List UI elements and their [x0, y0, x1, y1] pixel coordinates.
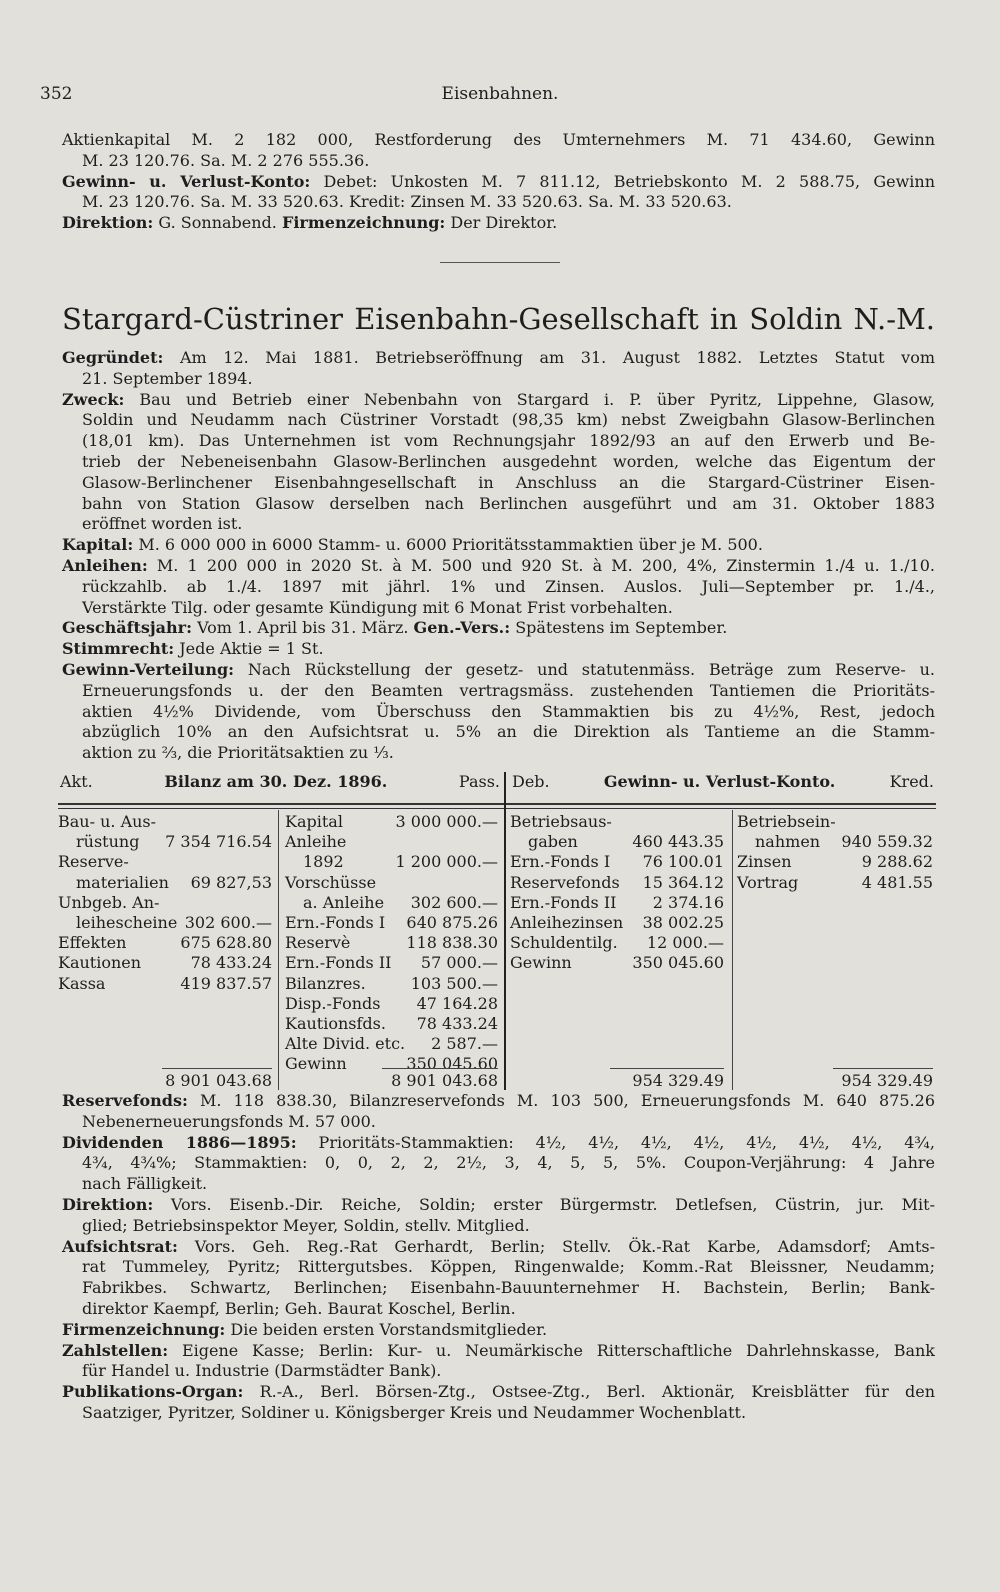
entry-label: Stimmrecht: [62, 639, 175, 659]
row-label: Ern.-Fonds II [510, 892, 617, 912]
company-officers [62, 1090, 935, 1423]
table-row [58, 852, 272, 872]
row-value: 419 837.57 [180, 973, 272, 993]
page-number: 352 [40, 84, 73, 104]
debet-total: 954 329.49 [610, 1068, 724, 1090]
table-row [285, 812, 498, 832]
text-line [82, 410, 935, 431]
table-row [510, 913, 724, 933]
entry-text: M. 6 000 000 in 6000 Stamm- u. 6000 Prioritätsstammaktien über je M. 500. [133, 535, 763, 555]
entry-text: rückzahlb. ab 1./4. 1897 mit jährl. 1% und Zinsen. Auslos. Juli—September pr. 1./4., [82, 576, 935, 596]
row-label: Kapital [285, 812, 343, 831]
entry-text: bahn von Station Glasow derselben nach Berlinchen ausgeführt und am 31. Oktober 1883 [82, 493, 935, 513]
running-head: Eisenbahnen. [441, 84, 559, 104]
text-line [82, 743, 935, 764]
row-value: 2 587.— [431, 1034, 498, 1054]
table-row [58, 873, 272, 893]
entry-text: Prioritäts-Stammaktien: 4½, 4½, 4½, 4½, 4½, 4½, 4½, 4¾, [296, 1132, 935, 1152]
text-line [82, 431, 935, 452]
table-row [510, 852, 724, 872]
text-line [82, 514, 935, 535]
row-label: materialien [76, 872, 169, 892]
debet-label: Deb. [512, 772, 550, 791]
entry-text: Jede Aktie = 1 St. [174, 639, 324, 659]
entry-label: Aufsichtsrat: [62, 1236, 178, 1256]
entry-label: Zweck: [62, 389, 125, 409]
text-line [62, 660, 935, 681]
text-line [62, 639, 935, 660]
entry-text: Vom 1. April bis 31. März. [192, 618, 414, 638]
row-label: nahmen [755, 832, 821, 852]
text-line [62, 1319, 935, 1340]
row-label: Zinsen [737, 852, 792, 872]
row-value: 4 481.55 [861, 872, 933, 892]
entry-text: Bau und Betrieb einer Nebenbahn von Stargard i. P. über Pyritz, Lippehne, Glasow, [124, 389, 935, 409]
row-label: Anleihe [285, 832, 347, 852]
table-row [510, 832, 724, 852]
row-value: 7 354 716.54 [165, 832, 272, 852]
row-value: 103 500.— [410, 973, 498, 993]
kredit-column [737, 812, 933, 893]
table-row [58, 812, 272, 832]
entry-text: Eigene Kasse; Berlin: Kur- u. Neumärkische Ritterschaftliche Dahrlehnskasse, Bank [168, 1340, 935, 1360]
text-line [82, 702, 935, 723]
entry-text: für Handel u. Industrie (Darmstädter Bank). [82, 1361, 442, 1381]
table-row [58, 953, 272, 973]
entry-text: rat Tummeley, Pyritz; Rittergutsbes. Köppen, Ringenwalde; Komm.-Rat Bleissner, Neudamm; [82, 1257, 935, 1277]
row-label: Reservefonds [510, 872, 620, 892]
text-line [62, 618, 935, 639]
row-label: Betriebsein- [737, 812, 836, 831]
row-value: 12 000.— [646, 933, 724, 953]
table-row [737, 852, 933, 872]
row-value: 302 600.— [410, 892, 498, 912]
entry-text: G. Sonnabend. [153, 213, 282, 233]
text-line [82, 722, 935, 743]
entry-text: M. 23 120.76. Sa. M. 2 276 555.36. [82, 150, 370, 170]
text-line [82, 1111, 935, 1132]
text-line [82, 1298, 935, 1319]
text-line [82, 598, 935, 619]
row-value: 57 000.— [420, 953, 498, 973]
company-title: Stargard-Cüstriner Eisenbahn-Gesellschaft in Soldin N.-M. [62, 302, 935, 336]
passiva-total: 8 901 043.68 [382, 1068, 498, 1090]
text-line [62, 213, 935, 234]
row-label: Disp.-Fonds [285, 993, 381, 1013]
entry-text: Der Direktor. [445, 213, 558, 233]
row-value: 118 838.30 [406, 933, 498, 953]
bilanz-header [60, 772, 500, 791]
row-label: Betriebsaus- [510, 812, 612, 831]
row-value: 2 374.16 [652, 892, 724, 912]
text-line [82, 577, 935, 598]
entry-label: Gegründet: [62, 348, 164, 367]
table-row [285, 933, 498, 953]
row-label: Kassa [58, 973, 106, 993]
top-block [62, 130, 935, 234]
bilanz-title: Bilanz am 30. Dez. 1896. [164, 772, 388, 791]
table-row [285, 1014, 498, 1034]
kredit-label: Kred. [889, 772, 934, 791]
text-line [62, 535, 935, 556]
table-row [58, 913, 272, 933]
gv-divider [732, 810, 733, 1090]
section-divider [440, 262, 560, 263]
row-value: 302 600.— [184, 912, 272, 932]
entry-text: M. 23 120.76. Sa. M. 33 520.63. Kredit: Zinsen M. 33 520.63. Sa. M. 33 520.63. [82, 192, 732, 212]
debet-column [510, 812, 724, 974]
entry-text: Nebenerneuerungsfonds M. 57 000. [82, 1111, 376, 1131]
row-value: 675 628.80 [180, 933, 272, 953]
table-row [510, 933, 724, 953]
row-label: gaben [528, 832, 578, 852]
text-line [82, 1277, 935, 1298]
entry-label: Anleihen: [62, 555, 148, 575]
row-value: 350 045.60 [406, 1054, 498, 1074]
table-row [285, 1034, 498, 1054]
table-row [285, 893, 498, 913]
entry-text: Verstärkte Tilg. oder gesamte Kündigung mit 6 Monat Frist vorbehalten. [82, 597, 673, 617]
text-line [82, 151, 935, 172]
entry-label: Direktion: [62, 213, 154, 233]
row-label: Unbgeb. An- [58, 892, 160, 912]
row-value: 38 002.25 [642, 912, 724, 932]
entry-text: trieb der Nebeneisenbahn Glasow-Berlinchen ausgedehnt worden, welche das Eigentum der [82, 451, 935, 471]
row-label: a. Anleihe [303, 892, 385, 912]
row-value: 1 200 000.— [395, 852, 498, 872]
row-label: Vorschüsse [285, 872, 377, 892]
text-line [82, 452, 935, 473]
row-value: 76 100.01 [642, 852, 724, 872]
tables-separator [504, 772, 506, 1090]
row-label: Bau- u. Aus- [58, 812, 157, 831]
entry-text: R.-A., Berl. Börsen-Ztg., Ostsee-Ztg., Berl. Aktionär, Kreisblätter für den [243, 1382, 935, 1402]
entry-text: Aktienkapital M. 2 182 000, Restforderung des Umternehmers M. 71 434.60, Gewinn [62, 130, 935, 149]
passiva-label: Pass. [458, 772, 500, 791]
text-line [82, 192, 935, 213]
row-label: rüstung [76, 832, 140, 852]
table-row [285, 852, 498, 872]
entry-text: abzüglich 10% an den Aufsichtsrat u. 5% an die Direktion als Tantieme an die Stamm- [82, 722, 935, 742]
passiva-column [285, 812, 498, 1074]
row-value: 15 364.12 [642, 872, 724, 892]
table-row [510, 953, 724, 973]
text-line [82, 473, 935, 494]
text-line [62, 556, 935, 577]
row-label: Reserve- [58, 852, 129, 872]
row-label: Vortrag [737, 872, 799, 892]
aktiva-total: 8 901 043.68 [162, 1068, 272, 1090]
entry-text: nach Fälligkeit. [82, 1174, 208, 1194]
text-line [82, 494, 935, 515]
text-line [82, 1215, 935, 1236]
company-details [62, 348, 935, 764]
table-row [285, 913, 498, 933]
entry-label: Firmenzeichnung: [281, 213, 446, 233]
entry-label: Zahlstellen: [62, 1340, 169, 1360]
table-row [285, 994, 498, 1014]
row-label: 1892 [303, 852, 344, 872]
row-label: Ern.-Fonds I [510, 852, 611, 872]
entry-text: Vors. Eisenb.-Dir. Reiche, Soldin; erster Bürgermstr. Detlefsen, Cüstrin, jur. Mit- [153, 1194, 935, 1214]
row-value: 640 875.26 [406, 912, 498, 932]
table-row [285, 832, 498, 852]
aktiva-column [58, 812, 272, 994]
text-line [82, 1152, 935, 1173]
table-row [285, 974, 498, 994]
entry-label: Reservefonds: [62, 1091, 188, 1110]
entry-text: Saatziger, Pyritzer, Soldiner u. Königsberger Kreis und Neudammer Wochenblatt. [82, 1402, 747, 1422]
bilanz-divider [278, 810, 279, 1090]
entry-text: glied; Betriebsinspektor Meyer, Soldin, stellv. Mitglied. [82, 1215, 530, 1235]
entry-text: Am 12. Mai 1881. Betriebseröffnung am 31. August 1882. Letztes Statut vom [163, 348, 935, 367]
text-line [62, 1194, 935, 1215]
row-label: Ern.-Fonds I [285, 912, 386, 932]
entry-text: 4¾, 4¾%; Stammaktien: 0, 0, 2, 2, 2½, 3, 4, 5, 5, 5%. Coupon-Verjährung: 4 Jahre [82, 1153, 935, 1173]
gv-header [512, 772, 934, 791]
text-line [82, 681, 935, 702]
entry-text: Die beiden ersten Vorstandsmitglieder. [225, 1319, 548, 1339]
entry-label: Gewinn- u. Verlust-Konto: [62, 171, 311, 191]
table-row [58, 832, 272, 852]
row-value: 78 433.24 [190, 953, 272, 973]
table-row [737, 832, 933, 852]
entry-text: Erneuerungsfonds u. der den Beamten vertragsmäss. zustehenden Tantiemen die Prioritäts- [82, 680, 935, 700]
table-row [285, 873, 498, 893]
row-value: 460 443.35 [632, 832, 724, 852]
text-line [62, 1236, 935, 1257]
text-line [82, 369, 935, 390]
entry-text: (18,01 km). Das Unternehmen ist vom Rechnungsjahr 1892/93 an auf den Erwerb und Be- [82, 431, 935, 451]
row-label: Kautionsfds. [285, 1013, 386, 1033]
entry-text: aktion zu ⅔, die Prioritätsaktien zu ⅓. [82, 743, 394, 763]
entry-label: Kapital: [62, 535, 134, 555]
row-value: 350 045.60 [632, 953, 724, 973]
table-row [285, 953, 498, 973]
text-line [82, 1402, 935, 1423]
entry-text: M. 1 200 000 in 2020 St. à M. 500 und 920 St. à M. 200, 4%, Zinstermin 1./4 u. 1./10. [147, 555, 935, 575]
entry-text: M. 118 838.30, Bilanzreservefonds M. 103 500, Erneuerungsfonds M. 640 875.26 [187, 1091, 935, 1110]
text-line [62, 1340, 935, 1361]
text-line [62, 1132, 935, 1153]
text-line [82, 1173, 935, 1194]
entry-text: Soldin und Neudamm nach Cüstriner Vorstadt (98,35 km) nebst Zweigbahn Glasow-Berlinchen [82, 410, 935, 430]
text-line [62, 1381, 935, 1402]
kredit-total: 954 329.49 [833, 1068, 933, 1090]
row-label: Effekten [58, 933, 127, 953]
row-label: Bilanzres. [285, 973, 366, 993]
row-value: 9 288.62 [861, 852, 933, 872]
entry-text: Nach Rückstellung der gesetz- und statutenmäss. Beträge zum Reserve- u. [234, 659, 935, 679]
entry-label: Publikations-Organ: [62, 1382, 244, 1402]
row-label: Alte Divid. etc. [285, 1034, 406, 1054]
table-row [58, 893, 272, 913]
table-row [510, 893, 724, 913]
entry-text: Glasow-Berlinchener Eisenbahngesellschaft in Anschluss an die Stargard-Cüstriner Eisen- [82, 472, 935, 492]
entry-text: Debet: Unkosten M. 7 811.12, Betriebskonto M. 2 588.75, Gewinn [310, 171, 935, 191]
entry-label: Gen.-Vers.: [413, 618, 511, 638]
entry-text: eröffnet worden ist. [82, 514, 243, 534]
entry-label: Direktion: [62, 1194, 154, 1214]
text-line [62, 348, 935, 369]
entry-text: 21. September 1894. [82, 368, 253, 388]
row-value: 47 164.28 [416, 993, 498, 1013]
entry-text: Spätestens im September. [510, 618, 728, 638]
row-label: Schuldentilg. [510, 933, 618, 953]
table-row [510, 873, 724, 893]
table-row [737, 812, 933, 832]
text-line [62, 1090, 935, 1111]
table-double-rule [58, 803, 936, 809]
text-line [82, 1360, 935, 1381]
row-value: 69 827,53 [190, 872, 272, 892]
text-line [82, 1256, 935, 1277]
entry-label: Geschäftsjahr: [62, 618, 192, 638]
entry-text: aktien 4½% Dividende, vom Überschuss den Stammaktien bis zu 4½%, Rest, jedoch [82, 701, 935, 721]
aktiva-label: Akt. [60, 772, 93, 791]
row-label: Reservè [285, 933, 351, 953]
row-value: 940 559.32 [841, 832, 933, 852]
row-label: Gewinn [510, 953, 572, 973]
row-label: Ern.-Fonds II [285, 953, 392, 973]
table-row [58, 933, 272, 953]
table-row [58, 974, 272, 994]
entry-text: Fabrikbes. Schwartz, Berlinchen; Eisenbahn-Bauunternehmer H. Bachstein, Berlin; Bank- [82, 1278, 935, 1298]
row-label: Kautionen [58, 953, 142, 973]
table-row [737, 873, 933, 893]
text-line [62, 172, 935, 193]
gv-title: Gewinn- u. Verlust-Konto. [603, 772, 836, 791]
row-value: 78 433.24 [416, 1013, 498, 1033]
row-value: 3 000 000.— [395, 812, 498, 831]
entry-label: Dividenden 1886—1895: [62, 1132, 297, 1152]
entry-label: Gewinn-Verteilung: [62, 659, 235, 679]
row-label: Anleihezinsen [510, 912, 624, 932]
entry-text: direktor Kaempf, Berlin; Geh. Baurat Koschel, Berlin. [82, 1298, 516, 1318]
row-label: leihescheine [76, 912, 178, 932]
text-line [62, 390, 935, 411]
entry-label: Firmenzeichnung: [62, 1319, 226, 1339]
entry-text: Vors. Geh. Reg.-Rat Gerhardt, Berlin; Stellv. Ök.-Rat Karbe, Adamsdorf; Amts- [177, 1236, 935, 1256]
row-label: Gewinn [285, 1054, 347, 1074]
table-row [510, 812, 724, 832]
text-line [62, 130, 935, 151]
